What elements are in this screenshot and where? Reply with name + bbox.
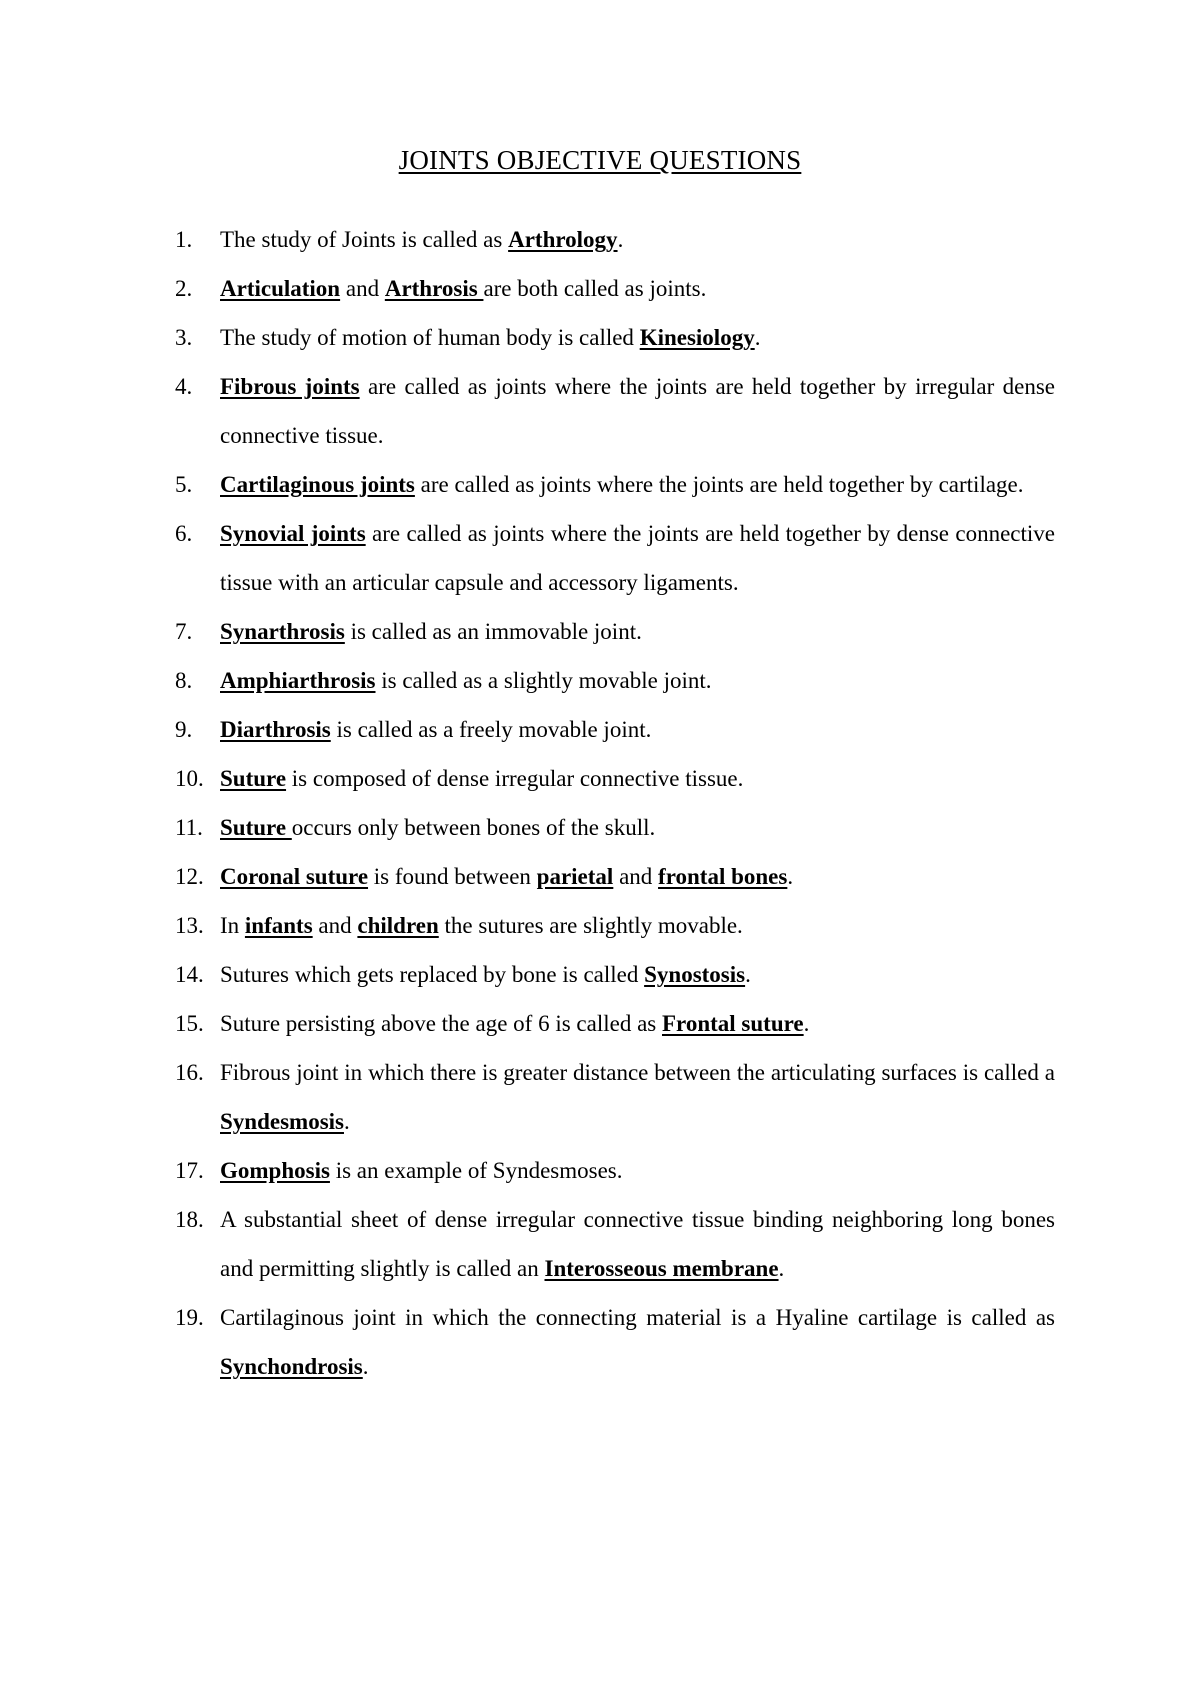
question-number: 9. [175, 717, 193, 742]
question-text: Sutures which gets replaced by bone is called [220, 962, 645, 987]
answer-term: frontal bones [658, 864, 788, 889]
question-text: . [343, 1109, 350, 1134]
question-item [175, 754, 1055, 803]
question-item [175, 1195, 1055, 1293]
question-item [175, 656, 1055, 705]
question-number: 18. [175, 1207, 204, 1232]
question-item [175, 950, 1055, 999]
question-item [175, 1293, 1055, 1391]
question-item [175, 313, 1055, 362]
answer-term: Cartilaginous joints [220, 472, 415, 497]
question-text: A substantial sheet of dense irregular connective tissue binding neighboring long bones and permitting slightly is called an [220, 1207, 1055, 1281]
question-item [175, 460, 1055, 509]
question-item [175, 1048, 1055, 1146]
question-item [175, 607, 1055, 656]
question-text: . [787, 864, 794, 889]
question-item [175, 803, 1055, 852]
answer-term: infants [244, 913, 313, 938]
answer-term: Coronal suture [220, 864, 369, 889]
question-text: the sutures are slightly movable. [438, 913, 743, 938]
question-text: . [778, 1256, 785, 1281]
answer-term: Interosseous membrane [544, 1256, 779, 1281]
question-number: 2. [175, 276, 193, 301]
answer-term: Gomphosis [220, 1158, 330, 1183]
answer-term: parietal [536, 864, 614, 889]
question-text: occurs only between bones of the skull. [291, 815, 656, 840]
question-text: Suture persisting above the age of 6 is called as [220, 1011, 662, 1036]
answer-term: Suture [220, 766, 287, 791]
answer-term: Kinesiology [639, 325, 755, 350]
question-number: 3. [175, 325, 193, 350]
question-text: is called as a freely movable joint. [330, 717, 652, 742]
question-text: and [613, 864, 659, 889]
question-item [175, 852, 1055, 901]
question-text: The study of motion of human body is called [220, 325, 640, 350]
question-text: In [220, 913, 245, 938]
question-number: 1. [175, 227, 193, 252]
answer-term: Fibrous joints [220, 374, 360, 399]
answer-term: Synarthrosis [220, 619, 345, 644]
question-text: are called as joints where the joints are held together by cartilage. [414, 472, 1024, 497]
question-number: 5. [175, 472, 193, 497]
question-item [175, 1146, 1055, 1195]
question-text: Fibrous joint in which there is greater distance between the articulating surfaces is called a [220, 1060, 1055, 1085]
answer-term: Synovial joints [220, 521, 366, 546]
question-text: . [362, 1354, 369, 1379]
answer-term: Amphiarthrosis [220, 668, 376, 693]
question-text: are called as joints where the joints are held together by irregular dense connective tissue. [220, 374, 1056, 448]
question-number: 19. [175, 1305, 204, 1330]
answer-term: Synostosis [644, 962, 746, 987]
question-text: is composed of dense irregular connective tissue. [286, 766, 744, 791]
question-text: is called as a slightly movable joint. [375, 668, 712, 693]
question-text: is an example of Syndesmoses. [329, 1158, 623, 1183]
question-number: 17. [175, 1158, 204, 1183]
answer-term: Syndesmosis [220, 1109, 344, 1134]
answer-term: Arthrology [508, 227, 618, 252]
answer-term: Synchondrosis [220, 1354, 363, 1379]
question-text: . [803, 1011, 810, 1036]
question-item [175, 705, 1055, 754]
question-number: 14. [175, 962, 204, 987]
answer-term: Frontal suture [662, 1011, 804, 1036]
question-text: . [617, 227, 624, 252]
question-number: 15. [175, 1011, 204, 1036]
question-text: is found between [368, 864, 537, 889]
question-number: 10. [175, 766, 204, 791]
question-text: are called as joints where the joints are held together by dense connective tissue with an articular capsule and accessory ligaments. [220, 521, 1055, 595]
answer-term: Suture [220, 815, 292, 840]
page-title: JOINTS OBJECTIVE QUESTIONS [398, 145, 802, 175]
question-item [175, 999, 1055, 1048]
question-item [175, 215, 1055, 264]
question-item [175, 362, 1055, 460]
question-text: is called as an immovable joint. [344, 619, 642, 644]
question-text: are both called as joints. [483, 276, 707, 301]
question-number: 4. [175, 374, 193, 399]
question-number: 6. [175, 521, 193, 546]
question-text: Cartilaginous joint in which the connecting material is a Hyaline cartilage is called as [220, 1305, 1055, 1330]
answer-term: Arthrosis [384, 276, 484, 301]
question-number: 13. [175, 913, 204, 938]
question-number: 16. [175, 1060, 204, 1085]
question-number: 8. [175, 668, 193, 693]
question-text: and [340, 276, 385, 301]
question-number: 7. [175, 619, 193, 644]
question-item [175, 264, 1055, 313]
question-number: 12. [175, 864, 204, 889]
answer-term: Articulation [220, 276, 341, 301]
question-item [175, 901, 1055, 950]
question-list [175, 215, 1055, 1391]
question-text: . [754, 325, 761, 350]
question-text: The study of Joints is called as [220, 227, 509, 252]
question-item [175, 509, 1055, 607]
answer-term: Diarthrosis [220, 717, 331, 742]
answer-term: children [357, 913, 439, 938]
question-text: . [745, 962, 751, 987]
question-number: 11. [175, 815, 203, 840]
question-text: and [312, 913, 358, 938]
